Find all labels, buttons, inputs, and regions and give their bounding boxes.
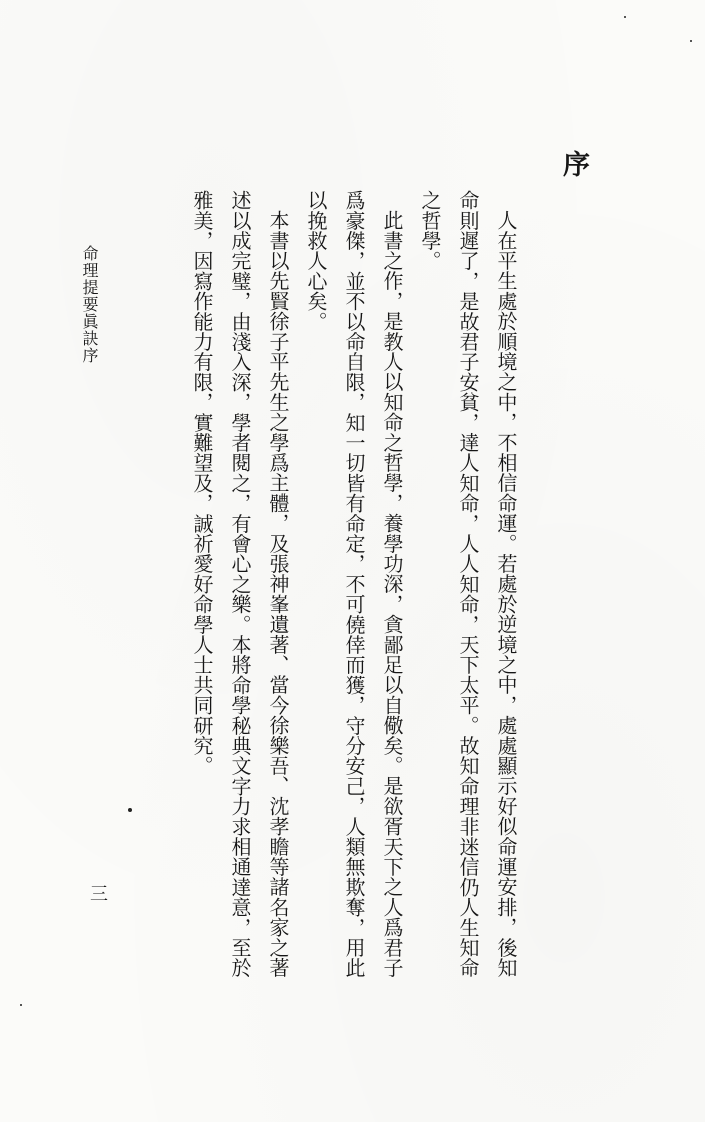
paragraph-1: 人在平生處於順境之中，不相信命運。若處於逆境之中，處處顯示好似命運安排，後知命則遲了，是故君子安貧，達人知命，人人知命，天下太平。故知命理非迷信仍人生知命之哲學。 (418, 190, 518, 978)
running-header: 命理提要眞訣序 (80, 245, 99, 364)
scan-speck (20, 1004, 22, 1006)
page-title: 序 (558, 150, 589, 177)
paragraph-3: 本書以先賢徐子平先生之學爲主體，及張神峯遺著、當今徐樂吾、沈孝瞻等諸名家之著述以成完璧，由淺入深，學者閱之，有會心之樂。本將命學秘典文字力求相通達意，至於雅美，因寫作能力有限，實難望及，誠祈愛好命學人士共同研究。 (190, 190, 290, 978)
preface-body (183, 190, 525, 990)
scan-speck (624, 16, 626, 18)
page-number: 三 (87, 884, 108, 902)
scan-speck (690, 40, 692, 42)
paragraph-2: 此書之作，是教人以知命之哲學，養學功深，貪鄙足以自儆矣。是欲胥天下之人爲君子爲豪傑，並不以命自限，知一切皆有命定，不可僥倖而獲，守分安己，人類無欺奪，用此以挽救人心矣。 (304, 190, 404, 978)
scan-speck (128, 808, 132, 812)
